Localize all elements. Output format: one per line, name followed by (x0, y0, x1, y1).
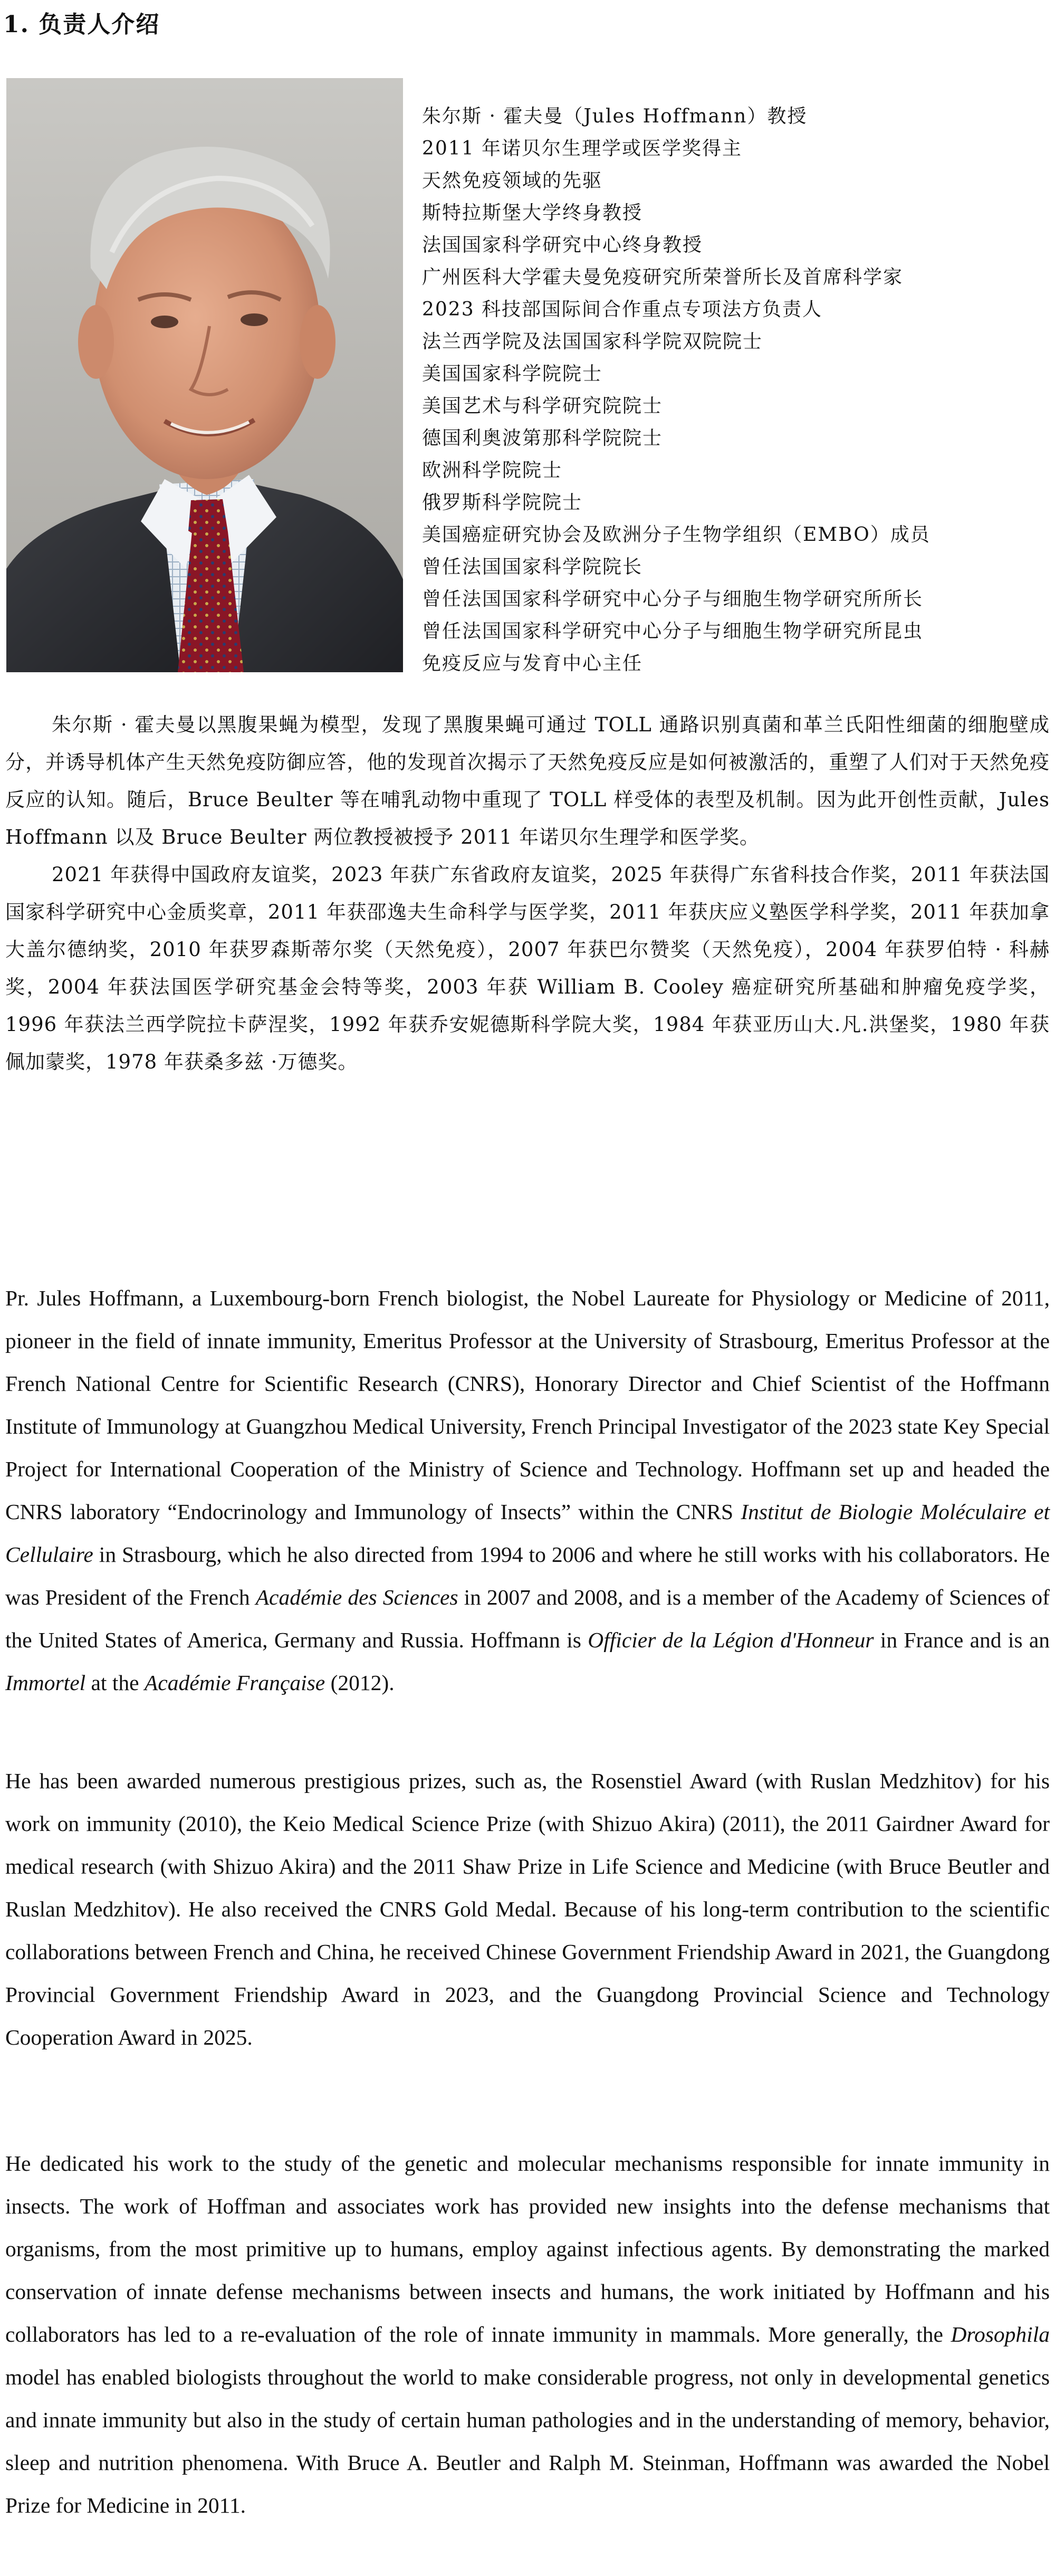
en-text: in 2007 and 2008, and is a member of the Academy of Sciences of the United States of America, Germany and Russia. Hoffmann is (5, 1585, 1050, 1652)
en-italic-academie-sciences: Académie des Sciences (255, 1585, 458, 1609)
eye-left (151, 316, 178, 328)
credential-line: 美国癌症研究协会及欧洲分子生物学组织（EMBO）成员 (422, 524, 931, 546)
credential-line: 美国国家科学院院士 (422, 363, 603, 385)
credential-line: 免疫反应与发育中心主任 (422, 653, 643, 674)
credential-line: 法国国家科学研究中心终身教授 (422, 234, 703, 256)
credential-line: 美国艺术与科学研究院院士 (422, 395, 663, 417)
cn-paragraph-awards: 2021 年获得中国政府友谊奖，2023 年获广东省政府友谊奖，2025 年获得广东省科技合作奖，2011 年获法国国家科学研究中心金质奖章，2011 年获邵逸夫生命科学与医学奖，2011 年获庆应义塾医学科学奖，2011 年获加拿大盖尔德纳奖，2010 年获罗森斯蒂尔奖（天然免疫），2007 年获巴尔赞奖（天然免疫），2004 年获罗伯特 · 科赫奖，2004 年获法国医学研究基金会特等奖，2003 年获 William B. Cooley 癌症研究所基础和肿瘤免疫学奖，1996 年获法兰西学院拉卡萨涅奖，1992 年获乔安妮德斯科学院大奖，1984 年获亚历山大.凡.洪堡奖，1980 年获佩加蒙奖，1978 年获桑多兹 ·万德奖。 (5, 863, 1050, 1073)
en-paragraph-awards (5, 1760, 1050, 2059)
credential-line: 俄罗斯科学院院士 (422, 492, 583, 513)
credential-line: 曾任法国国家科学院院长 (422, 556, 643, 578)
en-italic-institute: Institut de Biologie Moléculaire et Cellulaire (5, 1500, 1050, 1567)
ear-right (300, 305, 335, 379)
en-italic-drosophila: Drosophila (951, 2322, 1050, 2346)
credential-line: 斯特拉斯堡大学终身教授 (422, 202, 643, 224)
en-paragraph-research (5, 2142, 1050, 2527)
section-heading: 1. 负责人介绍 (3, 11, 160, 38)
en-text: at the (85, 1671, 145, 1695)
ear-left (78, 305, 114, 379)
credential-line: 德国利奥波第那科学院院士 (422, 427, 663, 449)
credential-line: 曾任法国国家科学研究中心分子与细胞生物学研究所所长 (422, 588, 924, 610)
credential-line: 法兰西学院及法国国家科学院双院院士 (422, 331, 763, 352)
portrait-illustration (6, 78, 403, 672)
en-text: Pr. Jules Hoffmann, a Luxembourg-born French biologist, the Nobel Laureate for Physiology or Medicine of 2011, pioneer in the field of innate immunity, Emeritus Professor at the University of Strasbourg, Emeritus Professor at the French National Centre for Scientific Research (CNRS), Honorary Director and Chief Scientist of the Hoffmann Institute of Immunology at Guangzhou Medical University, French Principal Investigator of the 2023 state Key Special Project for International Cooperation of the Ministry of Science and Technology. Hoffmann set up and headed the CNRS laboratory “Endocrinology and Immunology of Insects” within the CNRS (5, 1286, 1050, 1524)
en-italic-legion-honneur: Officier de la Légion d'Honneur (588, 1628, 874, 1652)
en-awards-text: He has been awarded numerous prestigious prizes, such as, the Rosenstiel Award (with Ruslan Medzhitov) for his work on immunity (2010), the Keio Medical Science Prize (with Shizuo Akira) (2011), the 2011 Gairdner Award for medical research (with Shizuo Akira) and the 2011 Shaw Prize in Life Science and Medicine (with Bruce Beutler and Ruslan Medzhitov). He also received the CNRS Gold Medal. Because of his long-term contribution to the scientific collaborations between French and China, he received Chinese Government Friendship Award in 2021, the Guangdong Provincial Government Friendship Award in 2023, and the Guangdong Provincial Science and Technology Cooperation Award in 2025. (5, 1769, 1050, 2049)
en-text: He dedicated his work to the study of the genetic and molecular mechanisms responsible for innate immunity in insects. The work of Hoffman and associates work has provided new insights into the defense mechanisms that organisms, from the most primitive up to humans, employ against infectious agents. By demonstrating the marked conservation of innate defense mechanisms between insects and humans, the work initiated by Hoffmann and his collaborators has led to a re-evaluation of the role of innate immunity in mammals. More generally, the (5, 2151, 1050, 2346)
en-italic-academie-francaise: Académie Française (144, 1671, 325, 1695)
eye-right (241, 313, 268, 326)
cn-paragraph-discovery: 朱尔斯 · 霍夫曼以黑腹果蝇为模型，发现了黑腹果蝇可通过 TOLL 通路识别真菌和革兰氏阳性细菌的细胞壁成分，并诱导机体产生天然免疫防御应答，他的发现首次揭示了天然免疫反应是如何被激活的，重塑了人们对于天然免疫反应的认知。随后，Bruce Beulter 等在哺乳动物中重现了 TOLL 样受体的表型及机制。因为此开创性贡献，Jules Hoffmann 以及 Bruce Beulter 两位教授被授予 2011 年诺贝尔生理学和医学奖。 (5, 713, 1050, 848)
en-italic-immortel: Immortel (5, 1671, 86, 1695)
en-text: in France and is an (874, 1628, 1050, 1652)
en-text: model has enabled biologists throughout the world to make considerable progress, not only in developmental genetics and innate immunity but also in the study of certain human pathologies and in the understanding of memory, behavior, sleep and nutrition phenomena. With Bruce A. Beutler and Ralph M. Steinman, Hoffmann was awarded the Nobel Prize for Medicine in 2011. (5, 2365, 1050, 2517)
credential-line: 天然免疫领域的先驱 (422, 170, 603, 192)
portrait-photo (6, 78, 403, 672)
credential-line: 广州医科大学霍夫曼免疫研究所荣誉所长及首席科学家 (422, 266, 904, 288)
credential-line: 2023 科技部国际间合作重点专项法方负责人 (422, 299, 823, 320)
credential-list (422, 100, 1050, 680)
credential-line: 欧洲科学院院士 (422, 460, 563, 481)
credential-line: 2011 年诺贝尔生理学或医学奖得主 (422, 138, 743, 159)
credential-line: 曾任法国国家科学研究中心分子与细胞生物学研究所昆虫 (422, 621, 924, 642)
en-paragraph-career (5, 1277, 1050, 1704)
en-text: (2012). (325, 1671, 395, 1695)
credential-line: 朱尔斯 · 霍夫曼（Jules Hoffmann）教授 (422, 106, 808, 127)
chinese-biography (5, 706, 1050, 1081)
en-text: in Strasbourg, which he also directed from 1994 to 2006 and where he still works with his collaborators. He was President of the French (5, 1542, 1050, 1609)
